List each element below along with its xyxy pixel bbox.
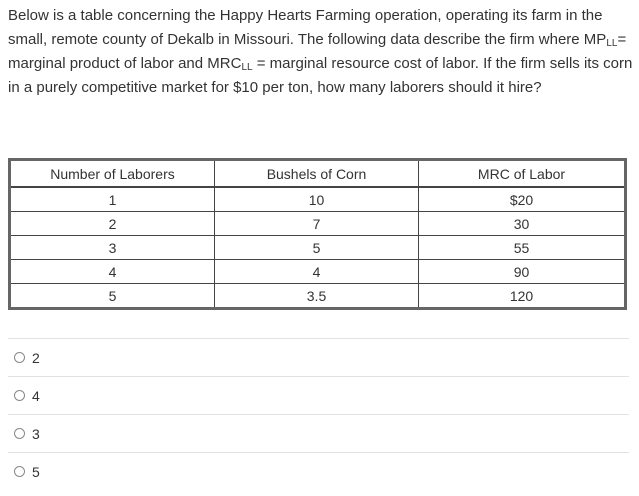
answer-option[interactable] (8, 414, 629, 452)
cell-mrc: 55 (419, 236, 624, 260)
subscript-ll: LL (241, 62, 253, 73)
header-number-of-laborers: Number of Laborers (11, 161, 215, 188)
header-mrc-of-labor: MRC of Labor (419, 161, 624, 188)
subscript-ll: LL (606, 38, 618, 49)
cell-laborers: 2 (11, 212, 215, 236)
radio-button-icon[interactable] (14, 466, 25, 477)
table-row (11, 212, 624, 236)
header-bushels-of-corn: Bushels of Corn (215, 161, 419, 188)
question-part-2: = marginal product of labor and MRC (8, 31, 627, 72)
data-table (8, 158, 627, 310)
table-row (11, 236, 624, 260)
cell-bushels: 10 (215, 188, 419, 212)
cell-laborers: 1 (11, 188, 215, 212)
data-table-container (8, 158, 627, 310)
cell-laborers: 4 (11, 260, 215, 284)
cell-bushels: 3.5 (215, 284, 419, 307)
option-label: 3 (32, 425, 40, 442)
cell-mrc: 90 (419, 260, 624, 284)
option-label: 2 (32, 349, 40, 366)
table-row (11, 260, 624, 284)
answer-option[interactable] (8, 452, 629, 490)
answer-option[interactable] (8, 338, 629, 376)
question-text (8, 4, 633, 100)
cell-bushels: 5 (215, 236, 419, 260)
radio-button-icon[interactable] (14, 428, 25, 439)
cell-laborers: 5 (11, 284, 215, 307)
cell-mrc: 120 (509, 287, 534, 304)
radio-button-icon[interactable] (14, 390, 25, 401)
question-part-1: Below is a table concerning the Happy Hearts Farming operation, operating its farm in the small, remote county of Dekalb in Missouri. The following data describe the firm where MP (8, 7, 607, 48)
answer-options (8, 338, 629, 490)
table-row (11, 188, 624, 212)
table-row (11, 284, 624, 307)
question-part-3: = marginal resource cost of labor. If the firm sells its corn in a purely competitive market for $10 per ton, how many laborers should it hire? (8, 55, 633, 96)
cell-bushels: 7 (215, 212, 419, 236)
option-label: 5 (32, 463, 40, 480)
cell-bushels: 4 (215, 260, 419, 284)
answer-option[interactable] (8, 376, 629, 414)
cell-laborers: 3 (11, 236, 215, 260)
option-label: 4 (32, 387, 40, 404)
cell-mrc: 30 (419, 212, 624, 236)
cell-mrc: $20 (419, 188, 624, 212)
radio-button-icon[interactable] (14, 352, 25, 363)
table-header-row (11, 161, 624, 188)
